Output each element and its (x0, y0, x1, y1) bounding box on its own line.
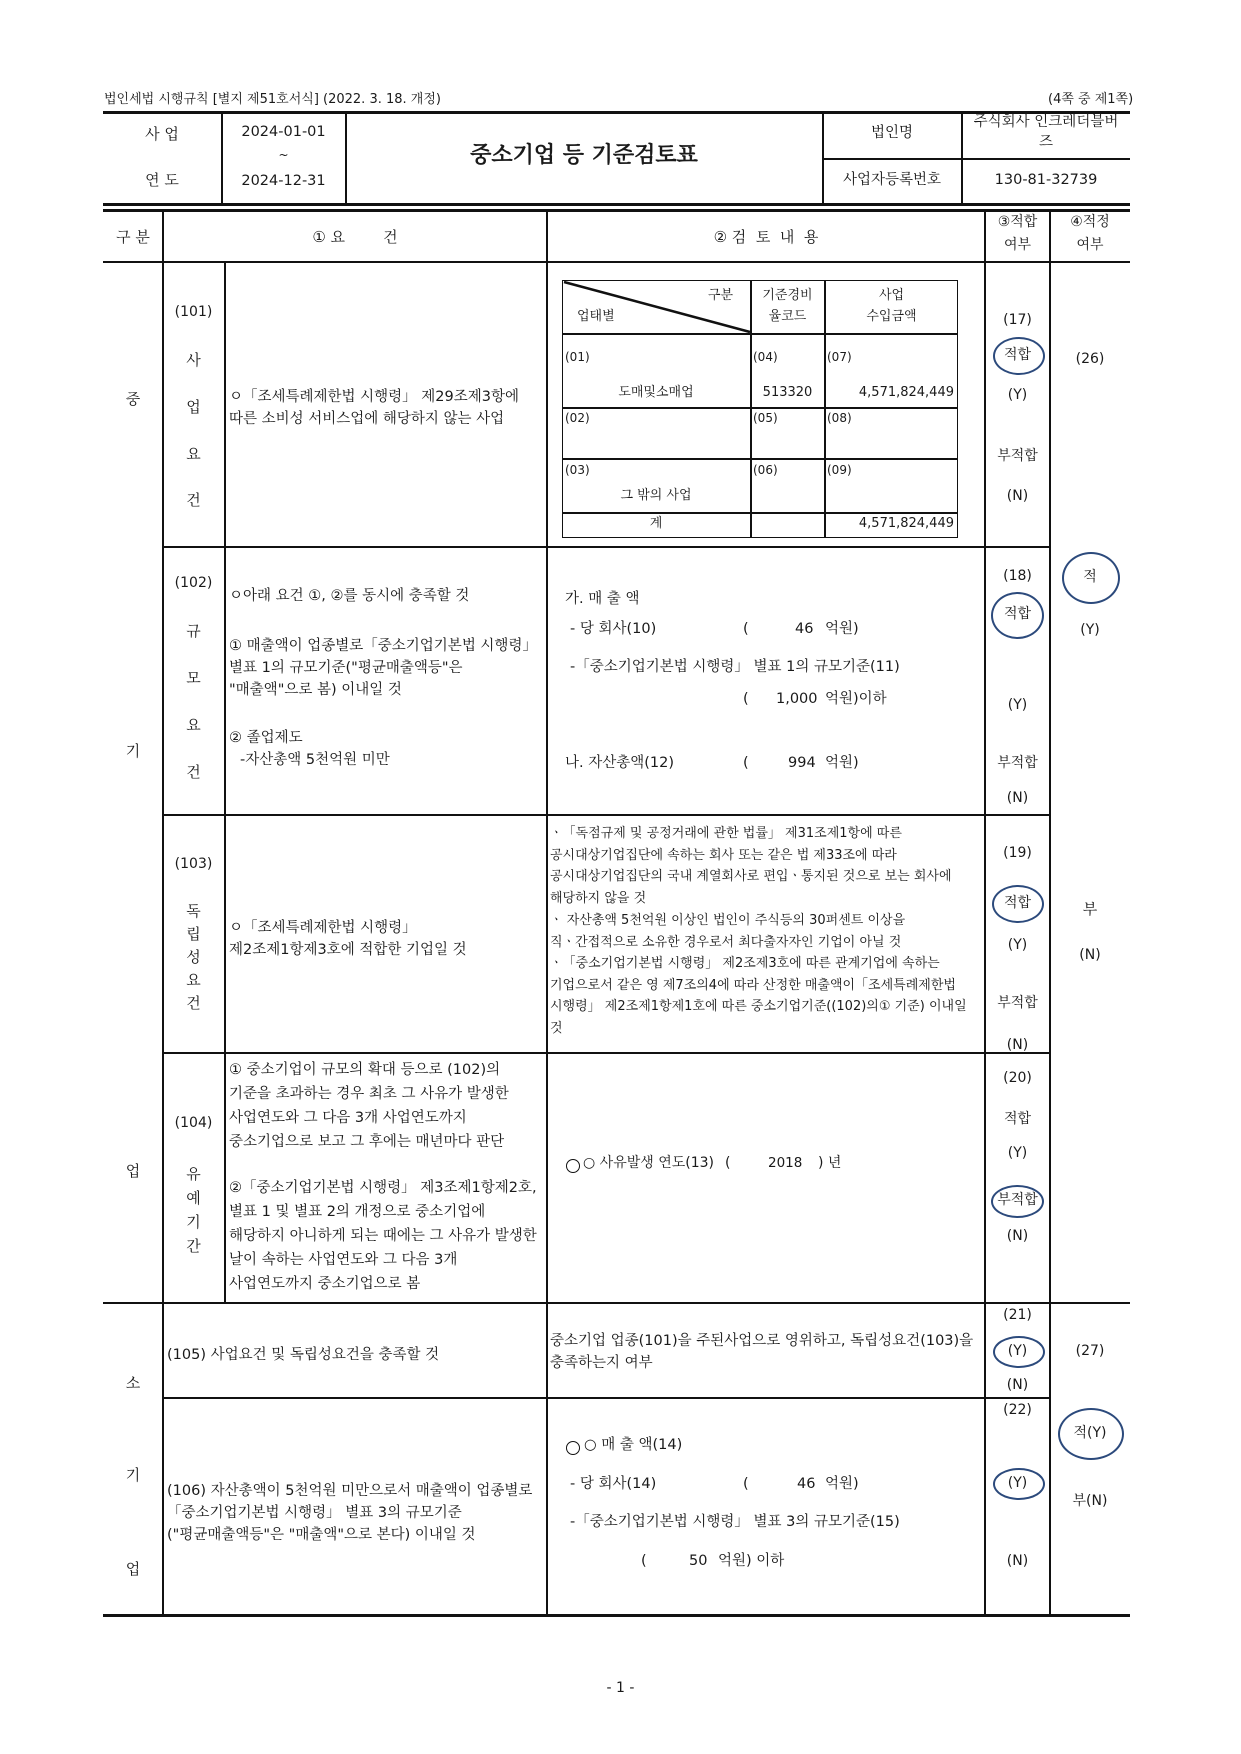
cell-code: (06) (753, 463, 778, 477)
size-standard-label: -「중소기업기본법 시행령」 별표 1의 규모기준(11) (570, 659, 900, 675)
corp-name-value-wrap: 즈 (1038, 134, 1053, 150)
cell-code: (07) (827, 350, 852, 364)
row103-name-char: 건 (186, 994, 201, 1012)
row104-name-char: 기 (186, 1213, 201, 1231)
cell-code: (05) (753, 411, 778, 425)
proper-number: (26) (1075, 351, 1105, 367)
proper-yes-option[interactable]: 적(Y) (1073, 1425, 1107, 1441)
independence-item: ㆍ 자산총액 5천억원 이상인 법인이 주식등의 30퍼센트 이상을 직ㆍ간접적으로 소유한 경우로서 최다출자자인 기업이 아닐 것 (550, 913, 906, 950)
table-header-revenue-2: 수입금액 (866, 309, 917, 324)
proper-yes-code: (Y) (1080, 622, 1100, 638)
divider (562, 512, 958, 514)
business-type-table (562, 280, 958, 538)
event-year-suffix: ) 년 (818, 1155, 842, 1171)
col-line-code (224, 262, 226, 1303)
cell-code: (01) (565, 350, 590, 364)
company-revenue-value[interactable]: 46 (797, 1476, 816, 1492)
fit-no-option[interactable]: (N) (1006, 1553, 1029, 1569)
revenue-heading: ○ 매 출 액(14) (584, 1437, 683, 1453)
double-rule-bottom (103, 209, 1130, 212)
col-header-fit-2: 여부 (1003, 237, 1032, 253)
row102-req-2-title: ② 졸업제도 (229, 730, 303, 746)
divider (822, 158, 1130, 160)
unit: 억원) (825, 1476, 859, 1492)
unit: 억원) 이하 (718, 1553, 785, 1569)
proper-no-option[interactable]: 부(N) (1072, 1493, 1108, 1509)
fit-no-option[interactable]: (N) (1006, 1377, 1029, 1393)
cell-business-name: 그 밖의 사업 (620, 488, 692, 503)
row101-name-char: 요 (186, 445, 201, 463)
col-header-proper: ④적정 (1070, 214, 1110, 230)
company-revenue-label: - 당 회사(14) (570, 1476, 657, 1492)
row104-req-1: ① 중소기업이 규모의 확대 등으로 (102)의 기준을 초과하는 경우 최초 그 사유가 발생한 사업연도와 그 다음 3개 사업연도까지 중소기업으로 보고 그 후에는 매년마다 판단 (229, 1062, 509, 1150)
event-year-label: ○ 사유발생 연도(13) (583, 1155, 714, 1171)
event-year-value[interactable]: 2018 (768, 1155, 803, 1171)
fit-number: (20) (1003, 1070, 1032, 1086)
page-number: - 1 - (606, 1680, 635, 1696)
row-line (163, 1052, 1050, 1054)
section-small-char: 소 (125, 1374, 141, 1392)
fit-no-code: (N) (1006, 1037, 1029, 1053)
fit-yes-option[interactable]: 적합 (1003, 606, 1032, 622)
fit-no-code: (N) (1006, 790, 1029, 806)
period-start: 2024-01-01 (241, 124, 326, 140)
cell-business-name: 도매및소매업 (618, 385, 694, 400)
proper-no-option[interactable]: 부 (1082, 900, 1098, 918)
fit-yes-code: (Y) (1007, 697, 1028, 713)
section-small-char: 기 (125, 1466, 141, 1484)
period-separator: ~ (278, 148, 289, 162)
total-assets-label: 나. 자산총액(12) (565, 755, 675, 771)
table-header-business-type: 업태별 (577, 309, 615, 324)
cell-rate-code: 513320 (762, 385, 813, 400)
fit-no-option[interactable]: 부적합 (997, 448, 1038, 464)
row-line (163, 546, 1050, 548)
paren: ( (641, 1553, 647, 1569)
row104-name-char: 예 (186, 1189, 201, 1207)
row106-requirement: (106) 자산총액이 5천억원 미만으로서 매출액이 업종별로「중소기업기본법 시행령」 별표 3의 규모기준("평균매출액등"은 "매출액"으로 본다) 이내일 것 (167, 1483, 533, 1543)
row-line (103, 1302, 1130, 1304)
row101-name-char: 건 (186, 491, 201, 509)
fit-number: (21) (1003, 1307, 1032, 1323)
size-standard-value[interactable]: 1,000 (776, 691, 818, 707)
row102-name-char: 요 (186, 716, 201, 734)
row103-requirement: ㅇ「조세특례제한법 시행령」 제2조제1항제3호에 적합한 기업일 것 (229, 920, 467, 958)
total-amount: 4,571,824,449 (858, 516, 954, 531)
table-header-rate-code-2: 율코드 (768, 309, 807, 324)
size-standard-value[interactable]: 50 (689, 1553, 708, 1569)
fit-yes-option[interactable]: (Y) (1007, 1343, 1028, 1359)
fit-yes-option[interactable]: 적합 (1003, 895, 1032, 911)
table-header-revenue: 사업 (878, 288, 905, 303)
cell-code: (02) (565, 411, 590, 425)
year-label-bottom: 연 도 (145, 171, 179, 189)
paren: ( (725, 1155, 731, 1171)
total-assets-value[interactable]: 994 (788, 755, 816, 771)
row103-name-char: 독 (186, 902, 201, 920)
biz-no-value: 130-81-32739 (994, 172, 1098, 188)
bottom-rule (103, 1614, 1130, 1617)
col-header-fit: ③적합 (997, 214, 1038, 230)
fit-yes-code: (Y) (1007, 1145, 1028, 1161)
page-of-label: (4쪽 중 제1쪽) (1048, 92, 1134, 107)
row101-requirement: ㅇ「조세특례제한법 시행령」 제29조제3항에 따른 소비성 서비스업에 해당하지 않는 사업 (229, 389, 520, 427)
section-sme-char: 업 (125, 1162, 141, 1180)
fit-number: (18) (1003, 568, 1032, 584)
row104-name-char: 간 (186, 1237, 201, 1255)
fit-yes-option[interactable]: 적합 (1003, 347, 1032, 363)
row103-code: (103) (174, 856, 213, 872)
corp-name-label: 법인명 (870, 125, 914, 141)
fit-yes-option[interactable]: 적합 (1003, 1111, 1032, 1127)
row103-name-char: 성 (186, 948, 201, 966)
radio-circle-icon (566, 1159, 580, 1173)
cell-code: (08) (827, 411, 852, 425)
size-standard-label: -「중소기업기본법 시행령」 별표 3의 규모기준(15) (570, 1514, 900, 1530)
row105-review: 중소기업 업종(101)을 주된사업으로 영위하고, 독립성요건(103)을 충족하는지 여부 (550, 1333, 974, 1371)
row102-code: (102) (174, 575, 213, 591)
row104-name-char: 유 (186, 1165, 201, 1183)
fit-no-code: (N) (1006, 488, 1029, 504)
fit-no-code: (N) (1006, 1228, 1029, 1244)
cell-code: (03) (565, 463, 590, 477)
row101-name-char: 사 (186, 351, 201, 369)
row-line (163, 1397, 1050, 1399)
fit-number: (17) (1003, 312, 1032, 328)
divider (562, 407, 958, 409)
paren: ( (743, 621, 749, 637)
paren: ( (743, 691, 749, 707)
revenue-heading: 가. 매 출 액 (565, 591, 640, 607)
row103-name-char: 요 (186, 971, 201, 989)
form-reference: 법인세법 시행규칙 [별지 제51호서식] (2022. 3. 18. 개정) (104, 92, 441, 107)
col-header-review: ② 검 토 내 용 (713, 228, 819, 246)
cell-code: (04) (753, 350, 778, 364)
unit: 억원) (825, 755, 859, 771)
total-label: 계 (649, 516, 663, 531)
section-sme-char: 기 (125, 742, 141, 760)
fit-number: (22) (1003, 1402, 1032, 1418)
col-header-proper-2: 여부 (1076, 237, 1104, 253)
year-label-top: 사 업 (145, 125, 179, 143)
fit-yes-code: (Y) (1007, 937, 1028, 953)
header-bottom-rule (103, 261, 1130, 263)
cell-code: (09) (827, 463, 852, 477)
fit-no-option[interactable]: 부적합 (997, 995, 1038, 1011)
independence-item: ㆍ「독점규제 및 공정거래에 관한 법률」 제31조제1항에 따른 공시대상기업집단에 속하는 회사 또는 같은 법 제33조에 따라 공시대상기업집단의 국내 계열회사로 편입ㆍ통지된 것으로 보는 회사에 해당하지 않을 것 (550, 826, 952, 906)
row104-req-2: ②「중소기업기본법 시행령」 제3조제1항제2호, 별표 1 및 별표 2의 개정으로 중소기업에 해당하지 아니하게 되는 때에는 그 사유가 발생한 날이 속하는 사업연도와 그 다음 3개 사업연도까지 중소기업으로 봄 (229, 1180, 537, 1292)
row102-req-2-body: -자산총액 5천억원 미만 (240, 752, 390, 768)
proper-number: (27) (1075, 1343, 1105, 1359)
cell-amount: 4,571,824,449 (858, 385, 954, 400)
col-line-requirement (546, 211, 548, 1615)
row-line (163, 814, 1050, 816)
row105-requirement: (105) 사업요건 및 독립성요건을 충족할 것 (167, 1347, 440, 1363)
table-header-rate-code: 기준경비 (762, 288, 813, 303)
double-rule-top (103, 203, 1130, 206)
paren: ( (743, 1476, 749, 1492)
biz-no-label: 사업자등록번호 (842, 172, 942, 188)
corp-name-value: 주식회사 인크레더블버 (973, 114, 1119, 130)
independence-item: ㆍ「중소기업기본법 시행령」 제2조제3호에 따른 관계기업에 속하는 기업으로서 같은 영 제7조의4에 따라 산정한 매출액이「조세특례제한법 시행령」 제2조제1항제1호에 따른 중소기업기준((102)의① 기준) 이내일 것 (550, 956, 967, 1036)
row102-req-1: ① 매출액이 업종별로「중소기업기본법 시행령」별표 1의 규모기준("평균매출액등"은 "매출액"으로 봄) 이내일 것 (229, 638, 537, 698)
row102-name-char: 규 (186, 622, 201, 640)
section-sme-char: 중 (125, 390, 141, 408)
row101-name-char: 업 (186, 398, 201, 416)
paren: ( (743, 755, 749, 771)
fit-no-option[interactable]: 부적합 (997, 755, 1038, 771)
row101-code: (101) (174, 304, 213, 320)
proper-yes-option[interactable]: 적 (1083, 569, 1097, 585)
col-header-category: 구 분 (116, 228, 150, 246)
fit-yes-code: (Y) (1007, 387, 1028, 403)
unit: 억원) (825, 621, 859, 637)
row103-name-char: 립 (186, 925, 201, 943)
company-revenue-label: - 당 회사(10) (570, 621, 657, 637)
fit-yes-option[interactable]: (Y) (1007, 1475, 1028, 1491)
unit: 억원)이하 (825, 691, 887, 707)
fit-no-option[interactable]: 부적합 (997, 1192, 1038, 1208)
company-revenue-value[interactable]: 46 (795, 621, 814, 637)
period-end: 2024-12-31 (241, 173, 326, 189)
proper-no-code: (N) (1079, 947, 1101, 963)
row102-name-char: 모 (186, 669, 201, 687)
row102-req-intro: ㅇ아래 요건 ①, ②를 동시에 충족할 것 (229, 588, 470, 604)
document-title: 중소기업 등 기준검토표 (470, 143, 698, 168)
table-header-category: 구분 (708, 288, 734, 303)
fit-number: (19) (1003, 845, 1032, 861)
row104-code: (104) (174, 1115, 213, 1131)
divider (562, 458, 958, 460)
col-header-requirement: ① 요 건 (312, 228, 398, 246)
row102-name-char: 건 (186, 763, 201, 781)
section-small-char: 업 (125, 1560, 141, 1578)
